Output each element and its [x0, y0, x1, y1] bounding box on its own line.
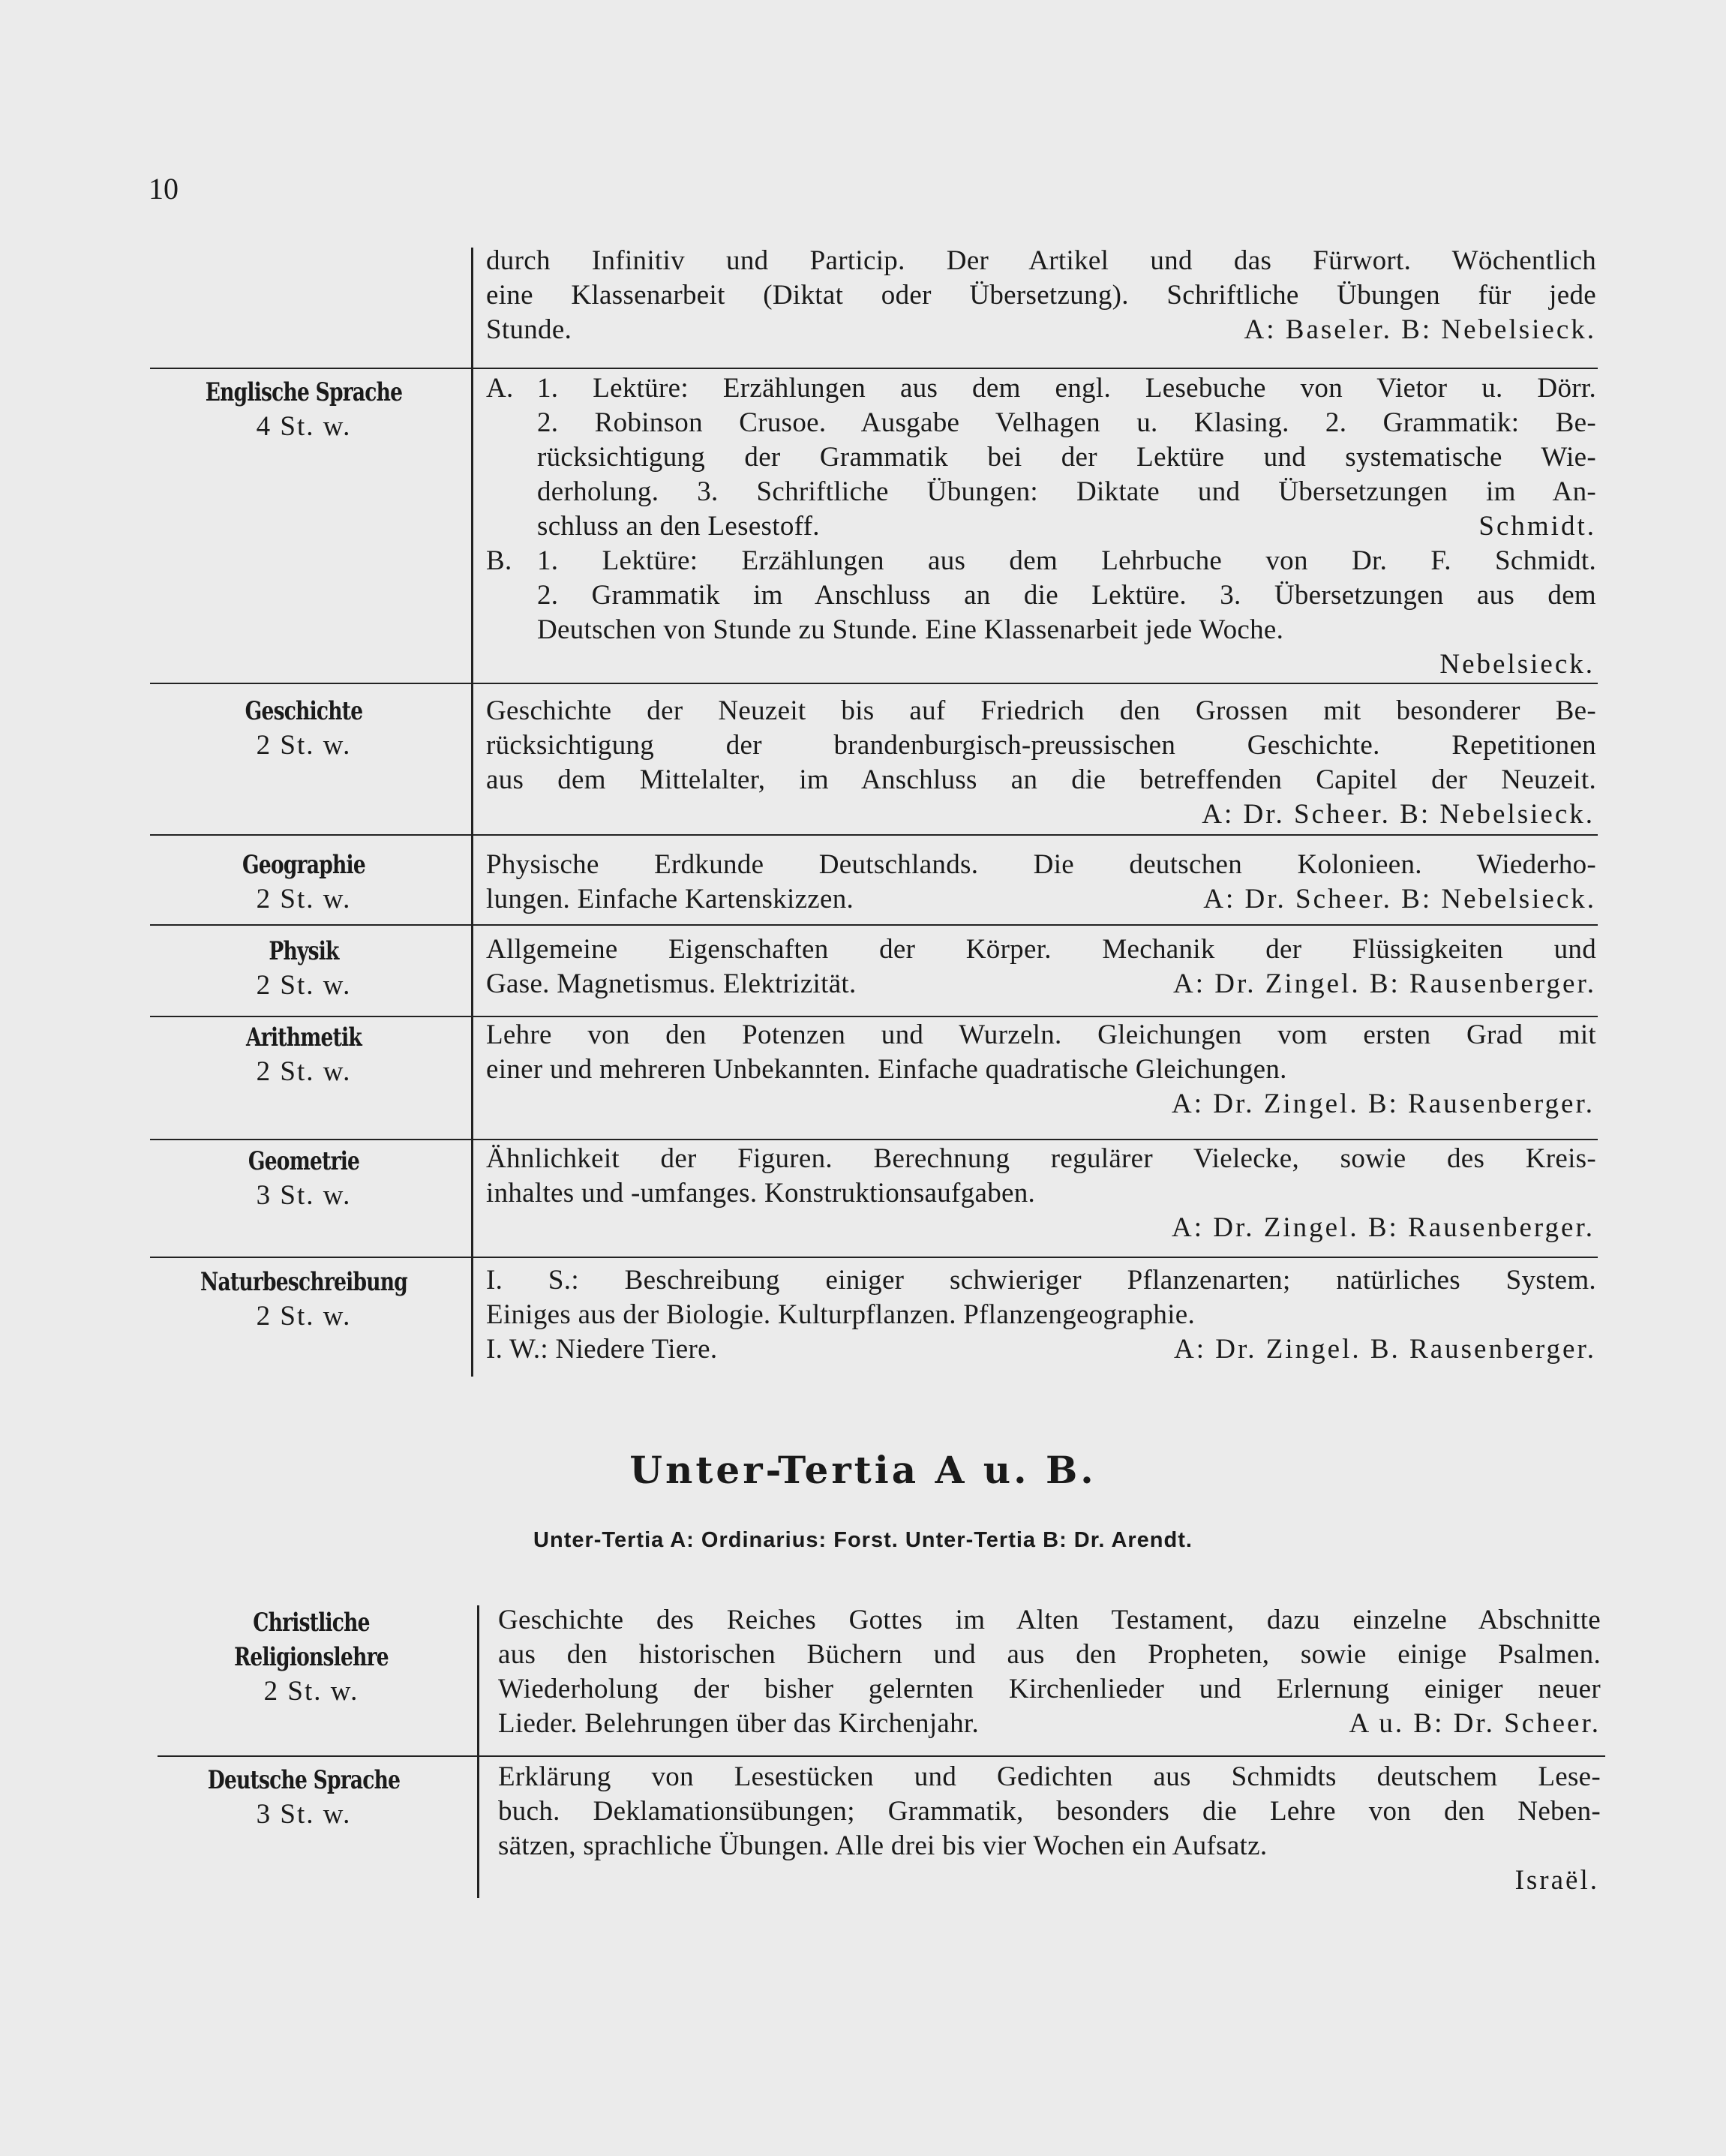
- description-line: Physische Erdkunde Deutschlands. Die deutschen Kolonieen. Wiederho-: [486, 849, 1596, 880]
- description-line: buch. Deklamationsübungen; Grammatik, besonders die Lehre von den Neben-: [498, 1796, 1601, 1827]
- row-divider: [150, 368, 1598, 369]
- subject-christliche-religionslehre: [139, 1605, 484, 1709]
- description-line: 1. Lektüre: Erzählungen aus dem Lehrbuche von Dr. F. Schmidt.: [537, 545, 1596, 576]
- description-line: lungen. Einfache Kartenskizzen.: [486, 884, 854, 914]
- page-number: 10: [149, 172, 179, 206]
- subject-hours: 2 St. w.: [256, 1056, 352, 1087]
- description-line: einer und mehreren Unbekannten. Einfache quadratische Gleichungen.: [486, 1054, 1287, 1085]
- row-divider: [158, 1755, 1605, 1757]
- description-line: aus den historischen Büchern und aus den Propheten, sowie einige Psalmen.: [498, 1639, 1601, 1670]
- subject-hours: 2 St. w.: [256, 1301, 352, 1332]
- subject-hours: 2 St. w.: [256, 730, 352, 761]
- teacher-credit: A: Dr. Scheer. B: Nebelsieck.: [1203, 884, 1596, 914]
- subject-name: Deutsche Sprache: [207, 1765, 401, 1795]
- subject-description: [498, 1760, 1601, 1898]
- description-line: sätzen, sprachliche Übungen. Alle drei bis vier Wochen ein Aufsatz.: [498, 1830, 1268, 1861]
- intro-text: [486, 244, 1596, 347]
- item-marker: A.: [486, 373, 514, 404]
- subject-name: Geographie: [242, 850, 365, 880]
- description-line: Lehre von den Potenzen und Wurzeln. Gleichungen vom ersten Grad mit: [486, 1019, 1596, 1050]
- description-line: 1. Lektüre: Erzählungen aus dem engl. Lesebuche von Vietor u. Dörr.: [537, 373, 1596, 404]
- row-divider: [150, 1016, 1598, 1017]
- description-line: Wiederholung der bisher gelernten Kirchenlieder und Erlernung einiger neuer: [498, 1674, 1601, 1704]
- section-subtitle: Unter-Tertia A: Ordinarius: Forst. Unter-Tertia B: Dr. Arendt.: [533, 1528, 1193, 1552]
- subject-hours: 3 St. w.: [256, 1799, 352, 1830]
- subject-name: Naturbeschreibung: [200, 1267, 408, 1297]
- subject-description: [486, 1263, 1596, 1367]
- subject-englische-sprache: [146, 375, 461, 444]
- description-line: Ähnlichkeit der Figuren. Berechnung regulärer Vielecke, sowie des Kreis-: [486, 1143, 1596, 1174]
- teacher-credit: A: Baseler. B: Nebelsieck.: [1244, 314, 1596, 345]
- description-line: 2. Grammatik im Anschluss an die Lektüre. 3. Übersetzungen aus dem: [537, 580, 1596, 611]
- description-line: Deutschen von Stunde zu Stunde. Eine Klassenarbeit jede Woche.: [537, 614, 1284, 645]
- description-line: 2. Robinson Crusoe. Ausgabe Velhagen u. Klasing. 2. Grammatik: Be-: [537, 407, 1596, 438]
- subject-description: [498, 1603, 1601, 1741]
- description-line: Einiges aus der Biologie. Kulturpflanzen. Pflanzengeographie.: [486, 1299, 1196, 1330]
- subject-name: Geometrie: [248, 1146, 360, 1176]
- row-divider: [150, 834, 1598, 836]
- subject-arithmetik: [146, 1020, 461, 1089]
- subject-physik: [146, 934, 461, 1003]
- subject-hours: 3 St. w.: [256, 1180, 352, 1211]
- description-line: Gase. Magnetismus. Elektrizität.: [486, 968, 857, 999]
- description-line: aus dem Mittelalter, im Anschluss an die betreffenden Capitel der Neuzeit.: [486, 764, 1596, 795]
- row-divider: [150, 1139, 1598, 1140]
- subject-description: [486, 371, 1596, 682]
- description-line: I. W.: Niedere Tiere.: [486, 1334, 718, 1365]
- description-line: Allgemeine Eigenschaften der Körper. Mechanik der Flüssigkeiten und: [486, 934, 1596, 965]
- subject-naturbeschreibung: [146, 1265, 461, 1334]
- description-line: Lieder. Belehrungen über das Kirchenjahr.: [498, 1708, 980, 1739]
- subject-geschichte: [146, 694, 461, 763]
- teacher-credit: Schmidt.: [1478, 511, 1596, 542]
- subject-hours: 2 St. w.: [263, 1676, 359, 1707]
- subject-hours: 2 St. w.: [256, 884, 352, 914]
- column-divider: [471, 248, 473, 1377]
- row-divider: [150, 924, 1598, 926]
- intro-line: Stunde.: [486, 314, 572, 345]
- subject-name: Physik: [269, 936, 339, 966]
- subject-description: [486, 694, 1596, 832]
- description-line: rücksichtigung der brandenburgisch-preussischen Geschichte. Repetitionen: [486, 730, 1596, 761]
- teacher-credit: A: Dr. Scheer. B: Nebelsieck.: [1202, 799, 1595, 830]
- subject-description: [486, 932, 1596, 1001]
- teacher-credit: Israël.: [1514, 1865, 1599, 1896]
- row-divider: [150, 1257, 1598, 1258]
- subject-geometrie: [146, 1144, 461, 1213]
- subject-name: Geschichte: [245, 696, 363, 726]
- subject-description: [486, 1142, 1596, 1245]
- subject-geographie: [146, 848, 461, 917]
- subject-deutsche-sprache: [146, 1763, 461, 1832]
- subject-name: Englische Sprache: [205, 377, 403, 407]
- description-line: Erklärung von Lesestücken und Gedichten aus Schmidts deutschem Lese-: [498, 1761, 1601, 1792]
- description-line: rücksichtigung der Grammatik bei der Lektüre und systematische Wie-: [537, 442, 1596, 473]
- teacher-credit: A u. B: Dr. Scheer.: [1349, 1708, 1601, 1739]
- teacher-credit: Nebelsieck.: [1439, 649, 1595, 680]
- section-title: Unter-Tertia A u. B.: [629, 1448, 1097, 1492]
- subject-name: Arithmetik: [245, 1022, 362, 1052]
- subject-name: Christliche Religionslehre: [234, 1608, 389, 1672]
- item-marker: B.: [486, 545, 512, 576]
- description-line: derholung. 3. Schriftliche Übungen: Diktate und Übersetzungen im An-: [537, 476, 1596, 507]
- subject-hours: 4 St. w.: [256, 411, 352, 442]
- intro-line: eine Klassenarbeit (Diktat oder Übersetzung). Schriftliche Übungen für jede: [486, 280, 1596, 311]
- teacher-credit: A: Dr. Zingel. B: Rausenberger.: [1172, 1089, 1595, 1119]
- teacher-credit: A: Dr. Zingel. B: Rausenberger.: [1172, 1212, 1595, 1243]
- description-line: Geschichte des Reiches Gottes im Alten Testament, dazu einzelne Abschnitte: [498, 1605, 1601, 1635]
- description-line: I. S.: Beschreibung einiger schwieriger Pflanzenarten; natürliches System.: [486, 1265, 1596, 1296]
- row-divider: [150, 683, 1598, 684]
- intro-line: durch Infinitiv und Particip. Der Artikel und das Fürwort. Wöchentlich: [486, 245, 1596, 276]
- teacher-credit: A: Dr. Zingel. B. Rausenberger.: [1174, 1334, 1596, 1365]
- subject-hours: 2 St. w.: [256, 970, 352, 1001]
- teacher-credit: A: Dr. Zingel. B: Rausenberger.: [1173, 968, 1596, 999]
- description-line: inhaltes und -umfanges. Konstruktionsaufgaben.: [486, 1178, 1036, 1209]
- description-line: Geschichte der Neuzeit bis auf Friedrich den Grossen mit besonderer Be-: [486, 695, 1596, 726]
- description-line: schluss an den Lesestoff.: [537, 511, 820, 542]
- subject-description: [486, 848, 1596, 917]
- subject-description: [486, 1018, 1596, 1122]
